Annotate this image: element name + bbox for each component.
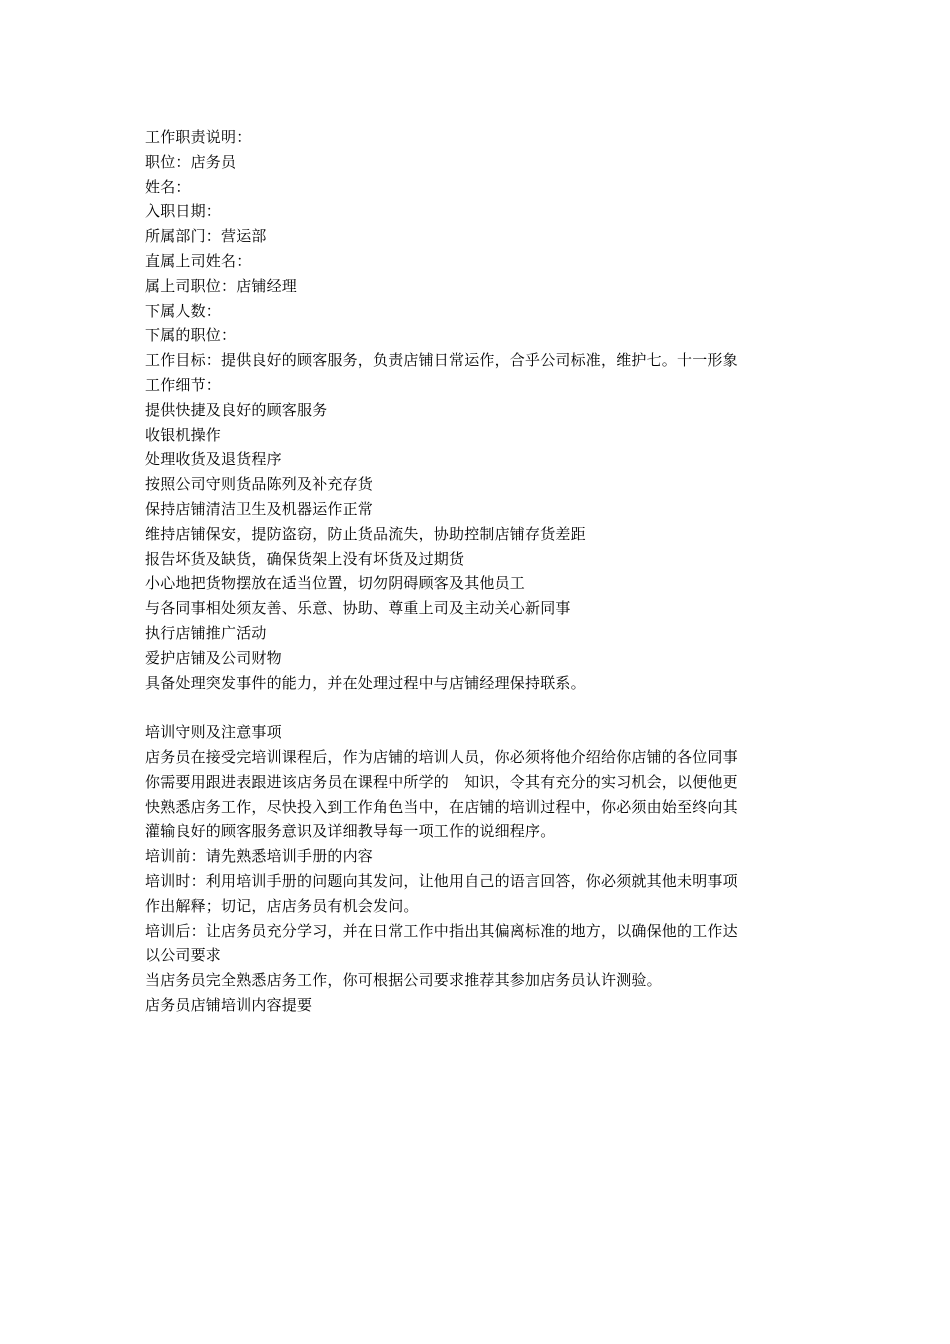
training-paragraph-line: 灌输良好的顾客服务意识及详细教导每一项工作的说细程序。 — [145, 822, 556, 841]
field-department: 所属部门：营运部 — [145, 227, 267, 246]
field-supervisor-name: 直属上司姓名： — [145, 251, 252, 270]
field-start-date: 入职日期： — [145, 202, 222, 221]
work-detail-item: 执行店铺推广活动 — [145, 623, 267, 642]
work-detail-item: 提供快捷及良好的顾客服务 — [145, 400, 328, 419]
field-supervisor-position: 属上司职位：店铺经理 — [145, 276, 298, 295]
training-after-cont: 以公司要求 — [145, 946, 222, 965]
training-during: 培训时：利用培训手册的问题向其发问，让他用自己的语言回答，你必须就其他未明事项 — [145, 871, 738, 890]
training-outline-title: 店务员店铺培训内容提要 — [145, 995, 313, 1014]
work-detail-item: 维持店铺保安，提防盗窃，防止货品流失，协助控制店铺存货差距 — [145, 524, 586, 543]
field-position: 职位：店务员 — [145, 152, 237, 171]
document-body — [145, 125, 815, 1018]
work-detail-item: 处理收货及退货程序 — [145, 450, 282, 469]
training-section — [145, 720, 815, 1018]
training-paragraph-line: 快熟悉店务工作，尽快投入到工作角色当中，在店铺的培训过程中，你必须由始至终向其 — [145, 797, 738, 816]
work-detail-item: 按照公司守则货品陈列及补充存货 — [145, 475, 374, 494]
field-work-objective: 工作目标：提供良好的顾客服务，负责店铺日常运作，合乎公司标准，维护七。十一形象 — [145, 351, 738, 370]
training-after: 培训后：让店务员充分学习，并在日常工作中指出其偏离标准的地方，以确保他的工作达 — [145, 921, 738, 940]
field-name: 姓名： — [145, 177, 191, 196]
work-detail-item: 收银机操作 — [145, 425, 222, 444]
job-description-section — [145, 125, 815, 695]
training-paragraph-line: 你需要用跟进表跟进该店务员在课程中所学的 知识，令其有充分的实习机会，以便他更 — [145, 772, 738, 791]
field-subordinate-position: 下属的职位： — [145, 326, 237, 345]
training-during-cont: 作出解释；切记，店店务员有机会发问。 — [145, 896, 419, 915]
doc-title: 工作职责说明： — [145, 128, 252, 146]
training-certification: 当店务员完全熟悉店务工作，你可根据公司要求推荐其参加店务员认许测验。 — [145, 971, 662, 990]
training-paragraph-line: 店务员在接受完培训课程后，作为店铺的培训人员，你必须将他介绍给你店铺的各位同事 — [145, 747, 738, 766]
work-details-heading: 工作细节： — [145, 375, 222, 394]
work-detail-item: 保持店铺清洁卫生及机器运作正常 — [145, 499, 374, 518]
work-detail-item: 小心地把货物摆放在适当位置，切勿阴碍顾客及其他员工 — [145, 574, 526, 593]
work-detail-item: 爱护店铺及公司财物 — [145, 648, 282, 667]
section-spacer — [145, 695, 815, 720]
work-detail-item: 与各同事相处须友善、乐意、协助、尊重上司及主动关心新同事 — [145, 599, 571, 618]
work-detail-item: 具备处理突发事件的能力，并在处理过程中与店铺经理保持联系。 — [145, 673, 586, 692]
field-subordinate-count: 下属人数： — [145, 301, 222, 320]
work-detail-item: 报告坏货及缺货，确保货架上没有坏货及过期货 — [145, 549, 465, 568]
training-before: 培训前：请先熟悉培训手册的内容 — [145, 847, 374, 866]
training-heading: 培训守则及注意事项 — [145, 723, 282, 742]
